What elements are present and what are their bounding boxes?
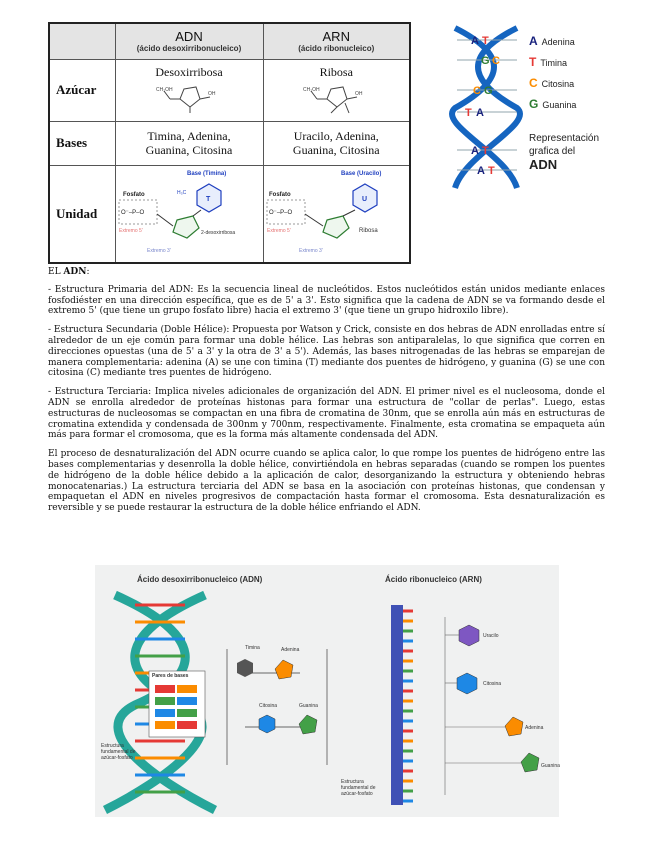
cell-adn-bases (115, 121, 263, 165)
label-fosfato-adn: Fosfato (123, 191, 145, 198)
figure-title-arn: Ácido ribonucleico (ARN) (385, 575, 482, 584)
svg-text:OH: OH (355, 91, 363, 97)
cell-adn-azucar (115, 59, 263, 121)
pair-block (177, 721, 197, 729)
fig-label-citosina: Citosina (259, 703, 278, 709)
helix-base-letter: G (484, 85, 493, 97)
figure-title-adn: Ácido desoxirribonucleico (ADN) (137, 575, 263, 584)
paragraph-secundaria: - Estructura Secundaria (Doble Hélice): Propuesta por Watson y Crick, consiste en dos hebras de ADN enrolladas entre sí alrededor de un eje común para formar una doble hélice. Las hebras son antiparalelas, lo que significa que corren en direcciones opuestas (una de 5' a 3' y la otra de 3' a 5'). Además, las bases nitrogenadas de las hebras se emparejan de manera complementaria: adenina (A) se une con timina (T) mediante dos puentes de hidrógeno, y guanina (G) se une con citosina (C) mediante tres puentes de hidrógeno. (48, 325, 605, 379)
pair-block (177, 709, 197, 717)
ribose-structure-icon (301, 81, 371, 115)
dna-helix-legend (447, 24, 607, 192)
header-arn (263, 23, 410, 59)
legend-citosina (529, 76, 574, 90)
pair-block (155, 709, 175, 717)
pair-block (155, 721, 175, 729)
legend-caption-line2: grafica del (529, 146, 576, 157)
row-label-unidad: Unidad (49, 165, 115, 263)
table-row-unidad (49, 165, 410, 263)
adn-bases-text: Timina, Adenina, Guanina, Citosina (145, 129, 233, 157)
svg-text:OH: OH (208, 91, 216, 97)
label-extremo3-arn: Extremo 3' (298, 247, 323, 254)
helix-base-letter: C (492, 55, 500, 67)
paragraph-terciaria: - Estructura Terciaria: Implica niveles adicionales de organización del ADN. El primer nivel es el nucleosoma, donde el ADN se enrolla alrededor de proteínas histonas para formar una estructura de "collar de perlas". Luego, estas estructuras de nucleosomas se compactan en una fibra de cromatina de 30nm, que se enrolla aún más en estructuras de cromatina extendida y condensada de 300nm y 700nm, respectivamente. Finalmente, esta cromatina se empaqueta aún más para formar el cromosoma, que es la forma más altamente condensada del ADN. (48, 387, 605, 441)
svg-text:T: T (206, 195, 211, 203)
rna-nucleotide-diagram (265, 166, 408, 258)
helix-base-letter: A (476, 107, 484, 119)
helix-base-letter: A (471, 145, 479, 157)
label-desoxirribosa: 2-desoxirribosa (201, 229, 236, 236)
intro-bold: ADN (63, 267, 87, 277)
label-base-timina: Base (Timina) (187, 170, 227, 177)
fig-label-estructura-arn: Estructura fundamental de azúcar-fosfato (341, 779, 376, 797)
body-text (48, 267, 605, 522)
double-helix-icon (447, 24, 527, 192)
fig-label-guanina-arn: Guanina (541, 763, 560, 769)
svg-text:O⁻–P–O: O⁻–P–O (121, 209, 145, 216)
helix-base-letter: T (482, 145, 489, 157)
pair-block (177, 697, 197, 705)
legend-name-timina: Timina (540, 58, 568, 68)
label-base-uracilo: Base (Uracilo) (340, 170, 382, 177)
helix-base-letter: A (471, 35, 479, 47)
fig-label-estructura-adn: Estructura fundamental de azúcar-fosfato (101, 743, 136, 761)
label-extremo3-adn: Extremo 3' (147, 247, 171, 254)
intro-prefix: EL (48, 267, 64, 277)
cell-arn-azucar (263, 59, 410, 121)
label-extremo5-arn: Extremo 5' (266, 227, 291, 234)
pair-block (155, 697, 175, 705)
table-row-bases (49, 121, 410, 165)
cell-arn-unidad (263, 165, 410, 263)
table-header-row (49, 23, 410, 59)
legend-letter-c: C (529, 76, 538, 90)
paragraph-desnaturalizacion: El proceso de desnaturalización del ADN ocurre cuando se aplica calor, lo que rompe los puentes de hidrógeno entre las bases complementarias y desenrolla la doble hélice, convirtiéndola en hebras separadas (cuando se rompen los puentes de hidrógeno de la doble hélice debido a la aplicación de calor, desorganizando la estructura y obteniendo hebras monocatenarias.) La estructura terciaria del ADN se basa en la asociación con proteínas histonas, que condensan y empaquetan el ADN en niveles progresivos de compactación hasta formar el cromosoma. Esta desnaturalización es reversible y se puede restaurar la estructura de la doble hélice enfriando el ADN. (48, 449, 605, 514)
label-extremo5-adn: Extremo 5' (119, 227, 143, 234)
svg-text:U: U (361, 195, 367, 203)
pair-block (155, 685, 175, 693)
table-row-azucar (49, 59, 410, 121)
fig-label-adenina-arn: Adenina (525, 725, 544, 731)
deoxyribose-structure-icon (154, 81, 224, 115)
pairs-box-title: Pares de bases (152, 673, 189, 679)
legend-guanina (529, 97, 576, 111)
legend-letter-a: A (529, 34, 538, 48)
label-fosfato-arn: Fosfato (268, 191, 291, 198)
fig-label-adenina: Adenina (281, 647, 300, 653)
cell-adn-unidad (115, 165, 263, 263)
fig-label-citosina-arn: Citosina (483, 681, 502, 687)
arn-sugar-name: Ribosa (319, 65, 353, 79)
svg-text:CH₂OH: CH₂OH (156, 87, 173, 93)
intro-suffix: : (86, 267, 90, 277)
fig-label-uracilo: Uracilo (483, 633, 499, 639)
paragraph-primaria: - Estructura Primaria del ADN: Es la secuencia lineal de nucleótidos. Estos nucleótidos están unidos mediante enlaces fosfodiéster en una dirección específica, que es de 5' a 3'. Esto significa que la cadena de ADN se va formando desde el extremo 5' (que tiene un grupo fosfato libre) hacia el extremo 3' (que tiene un grupo hidroxilo libre). (48, 284, 605, 317)
helix-base-letter: T (465, 107, 472, 119)
legend-caption (529, 132, 599, 173)
arn-bases-text: Uracilo, Adenina, Guanina, Citosina (292, 129, 380, 157)
header-adn-title: ADN (175, 29, 203, 45)
helix-base-letter: A (477, 165, 485, 177)
intro-heading (48, 267, 605, 278)
cell-arn-bases (263, 121, 410, 165)
svg-text:H₃C: H₃C (177, 189, 187, 196)
legend-name-citosina: Citosina (541, 79, 575, 89)
legend-timina (529, 55, 567, 69)
helix-base-letter: T (488, 165, 495, 177)
header-arn-subtitle: (ácido ribonucleico) (298, 44, 375, 54)
comparison-table (48, 22, 411, 264)
header-adn (115, 23, 263, 59)
helix-base-letter: C (473, 85, 481, 97)
legend-caption-big: ADN (529, 157, 558, 172)
row-label-azucar: Azúcar (49, 59, 115, 121)
helix-base-letter: G (481, 55, 490, 67)
figure-drawing (95, 565, 559, 817)
legend-name-guanina: Guanina (542, 100, 577, 110)
adn-sugar-name: Desoxirribosa (155, 65, 223, 79)
pair-block (177, 685, 197, 693)
legend-letter-t: T (529, 55, 537, 69)
svg-text:O⁻–P–O: O⁻–P–O (268, 209, 292, 216)
svg-text:CH₂OH: CH₂OH (303, 87, 320, 93)
legend-name-adenina: Adenina (541, 37, 575, 47)
header-adn-subtitle: (ácido desoxirribonucleico) (136, 44, 242, 54)
label-ribosa: Ribosa (358, 227, 378, 234)
legend-letter-g: G (529, 97, 539, 111)
table-corner-cell (49, 23, 115, 59)
fig-label-timina: Timina (245, 645, 260, 651)
dna-nucleotide-diagram (117, 166, 261, 258)
fig-label-guanina: Guanina (299, 703, 318, 709)
dna-rna-figure (95, 565, 559, 817)
legend-caption-line1: Representación (529, 133, 600, 144)
header-arn-title: ARN (322, 29, 350, 45)
helix-base-letter: T (482, 35, 489, 47)
legend-adenina (529, 34, 575, 48)
row-label-bases: Bases (49, 121, 115, 165)
